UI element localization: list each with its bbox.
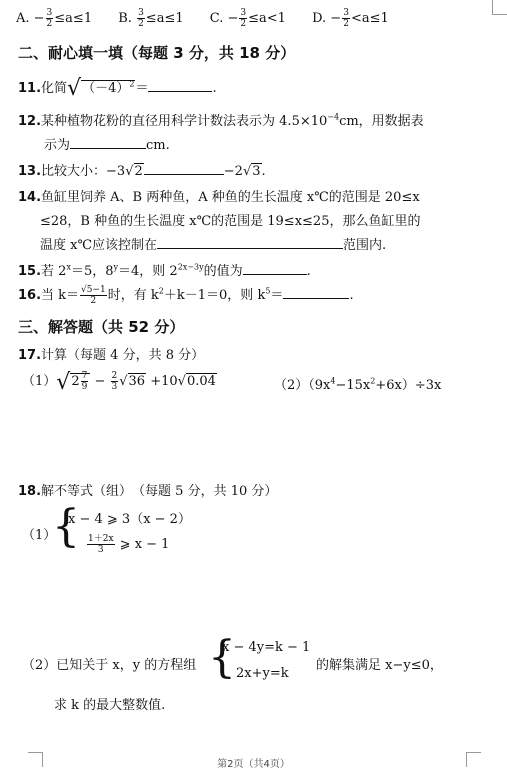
system-brace: { — [52, 501, 80, 552]
answer-blank[interactable] — [243, 262, 307, 275]
question-14: 14.鱼缸里饲养 A、B 两种鱼，A 种鱼的生长温度 x℃的范围是 20≤x — [18, 190, 420, 205]
question-18-part2-rest: 的解集满足 x−y≤0， — [316, 658, 443, 673]
question-18: 18.解不等式（组） （每题 5 分，共 10 分） — [18, 484, 278, 499]
question-12: 12.某种植物花粉的直径用科学计数法表示为 $4.5\times 10^{-4}cm$，用数据表 — [18, 112, 424, 129]
option-d: D. − $\frac{3}{2}$ <a≤1 — [312, 8, 389, 29]
question-16: 16.当 k＝ $\frac{√5-1}{2}$ 时，有 $k^2+k-1=0$，则 $k^5=$ . — [18, 285, 354, 306]
question-11: 11.化简$√(-4)^2=$ . — [18, 76, 217, 101]
question-18-part2-eq1: x − 4y=k − 1 — [222, 640, 311, 655]
question-18-part1-label: （1） — [22, 528, 57, 543]
question-13: 13.比较大小：−3√2 −2√3. — [18, 164, 266, 179]
answer-blank[interactable] — [70, 136, 146, 149]
question-18-part2-line2: 求 k 的最大整数值. — [54, 698, 166, 713]
question-17-part1: （1）√2 $\frac{7}{9}$ − $\frac{2}{3}$ √36 +10√0.04 — [22, 370, 216, 395]
question-15: 15.若 $2^x=5$，$8^y=4$，则 $2^{2x-3y}$的值为 . — [18, 262, 311, 279]
section3-title: 三、解答题（共 52 分） — [18, 318, 185, 336]
q10-options — [16, 8, 389, 29]
question-12-line2: 示为 cm. — [44, 138, 170, 153]
system-brace: { — [208, 632, 236, 683]
question-18-part1-eq1: x − 4 ⩾ 3（x − 2） — [68, 512, 191, 527]
page-footer: 第2页（共4页） — [217, 759, 290, 770]
answer-blank[interactable] — [144, 162, 224, 175]
answer-blank[interactable] — [148, 79, 212, 92]
answer-blank[interactable] — [283, 286, 349, 299]
question-18-part2-eq2: 2x+y=k — [236, 666, 289, 681]
question-17-part2: $(2)(9x^4-15x^2+6x)\div 3x$ — [274, 376, 442, 393]
option-c: C. − $\frac{3}{2}$ ≤a<1 — [209, 8, 286, 29]
question-18-part2: （2）已知关于 x，y 的方程组 — [22, 658, 197, 673]
question-14-line2: ≤28，B 种鱼的生长温度 x℃的范围是 19≤x≤25，那么鱼缸里的 — [40, 214, 421, 229]
question-17: 17.计算（每题 4 分，共 8 分） — [18, 348, 205, 363]
section2-title: 二、耐心填一填（每题 3 分，共 18 分） — [18, 44, 296, 62]
question-18-part1-eq2: $\frac{1+2x}{3}$ ⩾ x − 1 — [88, 534, 170, 555]
question-14-line3: 温度 x℃应该控制在 范围内. — [40, 238, 387, 253]
option-b: B. $\frac{3}{2}$ ≤a≤1 — [118, 8, 184, 29]
crop-mark-top-right — [492, 0, 507, 15]
option-a: A. − $\frac{3}{2}$ ≤a≤1 — [16, 8, 93, 29]
answer-blank[interactable] — [157, 236, 343, 249]
